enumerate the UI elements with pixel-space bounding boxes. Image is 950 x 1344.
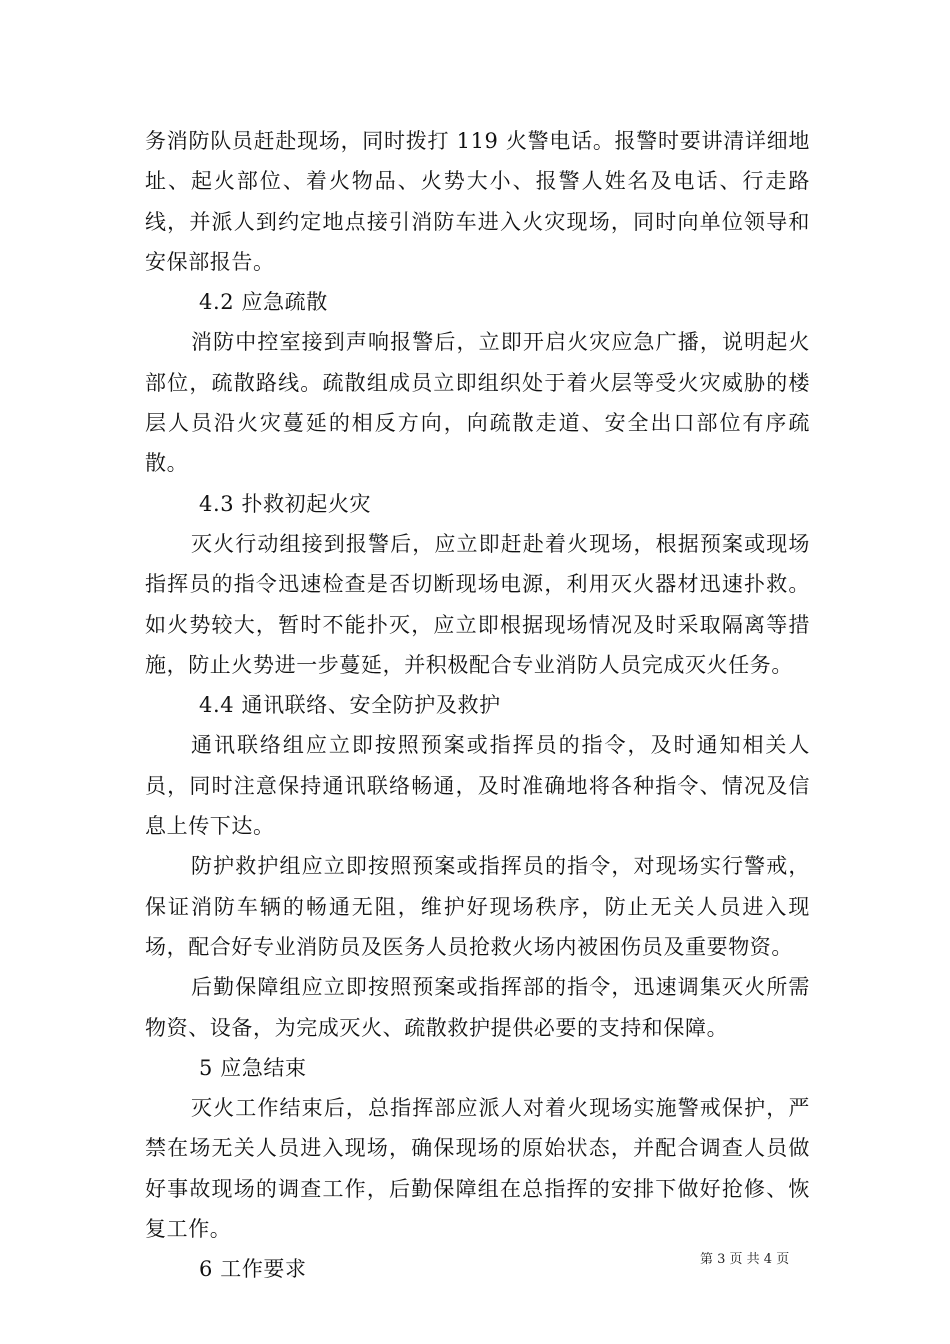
heading-4-2: 4.2 应急疏散 [199,290,328,315]
paragraph-4-3: 灭火行动组接到报警后，应立即赶赴着火现场，根据预案或现场指挥员的指令迅速检查是否切断现场电源，利用灭火器材迅速扑救。如火势较大，暂时不能扑灭，应立即根据现场情况及时采取隔离等措施，防止火势进一步蔓延，并积极配合专业消防人员完成灭火任务。 [145,531,810,677]
heading-4-4: 4.4 通讯联络、安全防护及救护 [199,693,501,718]
heading-4-3: 4.3 扑救初起火灾 [199,491,372,516]
paragraph-4-4-protection: 防护救护组应立即按照预案或指挥员的指令，对现场实行警戒，保证消防车辆的畅通无阻，维护好现场秩序，防止无关人员进入现场，配合好专业消防员及医务人员抢救火场内被困伤员及重要物资。 [145,854,810,959]
page-number: 第 3 页 共 4 页 [700,1252,790,1267]
paragraph-5: 灭火工作结束后，总指挥部应派人对着火现场实施警戒保护，严禁在场无关人员进入现场，确保现场的原始状态，并配合调查人员做好事故现场的调查工作，后勤保障组在总指挥的安排下做好抢修、恢复工作。 [145,1096,810,1242]
heading-6: 6 工作要求 [199,1257,307,1282]
paragraph-4-4-communication: 通讯联络组应立即按照预案或指挥员的指令，及时通知相关人员，同时注意保持通讯联络畅通，及时准确地将各种指令、情况及信息上传下达。 [145,733,810,839]
document-body [145,121,810,1290]
paragraph-continued: 务消防队员赶赴现场，同时拨打 119 火警电话。报警时要讲清详细地址、起火部位、着火物品、火势大小、报警人姓名及电话、行走路线，并派人到约定地点接引消防车进入火灾现场，同时向单位领导和安保部报告。 [145,129,810,274]
paragraph-4-2: 消防中控室接到声响报警后，立即开启火灾应急广播，说明起火部位，疏散路线。疏散组成员立即组织处于着火层等受火灾威胁的楼层人员沿火灾蔓延的相反方向，向疏散走道、安全出口部位有序疏散。 [145,330,810,476]
heading-5: 5 应急结束 [199,1055,307,1080]
paragraph-4-4-logistics: 后勤保障组应立即按照预案或指挥部的指令，迅速调集灭火所需物资、设备，为完成灭火、疏散救护提供必要的支持和保障。 [145,975,810,1040]
